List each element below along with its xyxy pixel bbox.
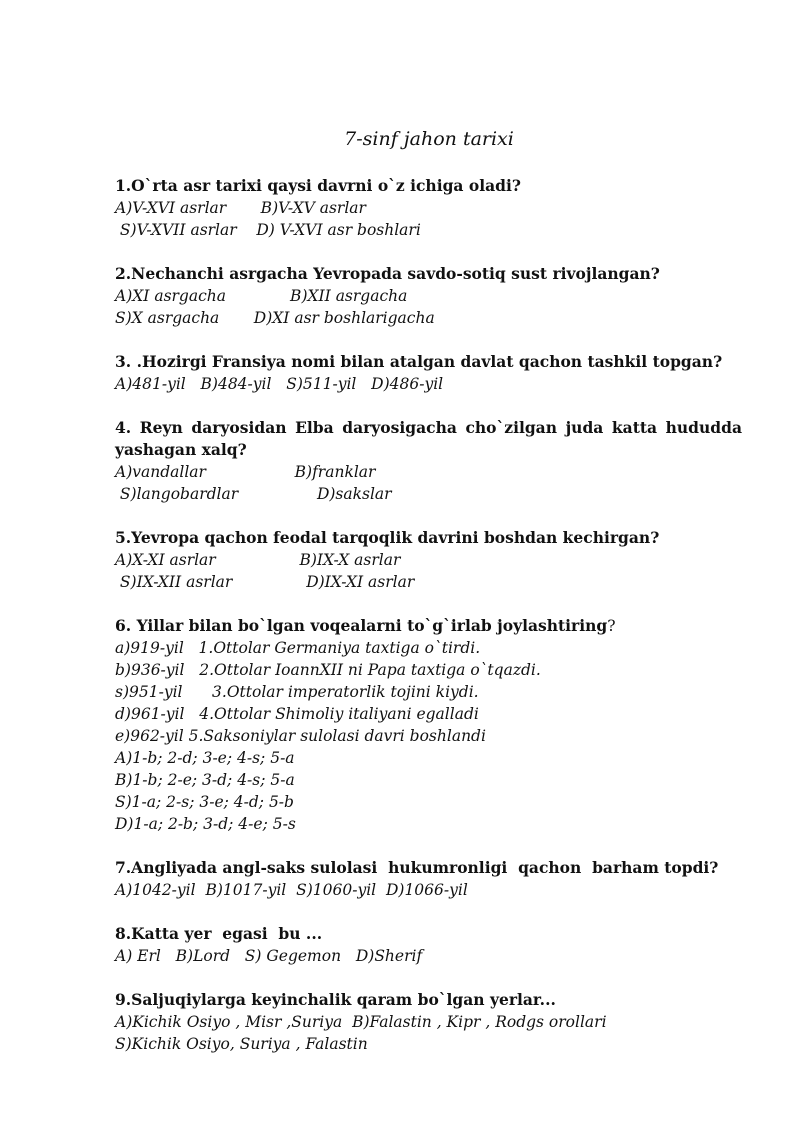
answer-options: S)V-XVII asrlar D) V-XVI asr boshlari: [115, 221, 421, 239]
question-6: [115, 615, 742, 835]
event-line: b)936-yil 2.Ottolar IoannXII ni Papa taxtiga o`tqazdi.: [115, 661, 541, 679]
question-text: 3. .Hozirgi Fransiya nomi bilan atalgan davlat qachon tashkil topgan?: [115, 352, 723, 371]
answer-option: A)1-b; 2-d; 3-e; 4-s; 5-a: [115, 749, 295, 767]
answer-options: S)langobardlar D)sakslar: [115, 485, 392, 503]
question-4: [115, 417, 742, 505]
question-text: 9.Saljuqiylarga keyinchalik qaram bo`lgan yerlar...: [115, 990, 556, 1009]
question-mark: ?: [607, 617, 616, 635]
answer-options: A)Kichik Osiyo , Misr ,Suriya B)Falastin , Kipr , Rodgs orollari: [115, 1013, 607, 1031]
question-8: [115, 923, 742, 967]
question-text: 7.Angliyada angl-saks sulolasi hukumronligi qachon barham topdi?: [115, 858, 719, 877]
answer-options: A)V-XVI asrlar B)V-XV asrlar: [115, 199, 366, 217]
answer-options: A)1042-yil B)1017-yil S)1060-yil D)1066-yil: [115, 881, 468, 899]
answer-option: D)1-a; 2-b; 3-d; 4-e; 5-s: [115, 815, 296, 833]
answer-options: A)481-yil B)484-yil S)511-yil D)486-yil: [115, 375, 444, 393]
question-text-main: 6. Yillar bilan bo`lgan voqealarni to`g`irlab joylashtiring: [115, 616, 608, 635]
event-line: a)919-yil 1.Ottolar Germaniya taxtiga o`tirdi.: [115, 639, 481, 657]
page-title: 7-sinf jahon tarixi: [344, 128, 514, 150]
question-text: 1.O`rta asr tarixi qaysi davrni o`z ichiga oladi?: [115, 176, 521, 195]
answer-option: S)1-a; 2-s; 3-e; 4-d; 5-b: [115, 793, 294, 811]
question-text: 5.Yevropa qachon feodal tarqoqlik davrini boshdan kechirgan?: [115, 528, 660, 547]
answer-options: S)X asrgacha D)XI asr boshlarigacha: [115, 309, 435, 327]
answer-option: B)1-b; 2-e; 3-d; 4-s; 5-a: [115, 771, 295, 789]
question-1: [115, 175, 742, 241]
question-5: [115, 527, 742, 593]
answer-options: S)Kichik Osiyo, Suriya , Falastin: [115, 1035, 368, 1053]
question-list: [115, 175, 742, 1077]
question-text: 2.Nechanchi asrgacha Yevropada savdo-sotiq sust rivojlangan?: [115, 264, 660, 283]
question-text: [115, 615, 742, 637]
question-2: [115, 263, 742, 329]
question-text: 4. Reyn daryosidan Elba daryosigacha cho`zilgan juda katta hududda yashagan xalq?: [115, 418, 742, 459]
answer-options: A)vandallar B)franklar: [115, 463, 376, 481]
question-text: 8.Katta yer egasi bu ...: [115, 924, 323, 943]
question-7: [115, 857, 742, 901]
answer-options: A) Erl B)Lord S) Gegemon D)Sherif: [115, 947, 423, 965]
answer-options: A)X-XI asrlar B)IX-X asrlar: [115, 551, 401, 569]
question-3: [115, 351, 742, 395]
answer-options: A)XI asrgacha B)XII asrgacha: [115, 287, 408, 305]
question-9: [115, 989, 742, 1055]
event-line: s)951-yil 3.Ottolar imperatorlik tojini kiydi.: [115, 683, 479, 701]
answer-options: S)IX-XII asrlar D)IX-XI asrlar: [115, 573, 415, 591]
event-line: d)961-yil 4.Ottolar Shimoliy italiyani egalladi: [115, 705, 479, 723]
event-line: e)962-yil 5.Saksoniylar sulolasi davri boshlandi: [115, 727, 486, 745]
